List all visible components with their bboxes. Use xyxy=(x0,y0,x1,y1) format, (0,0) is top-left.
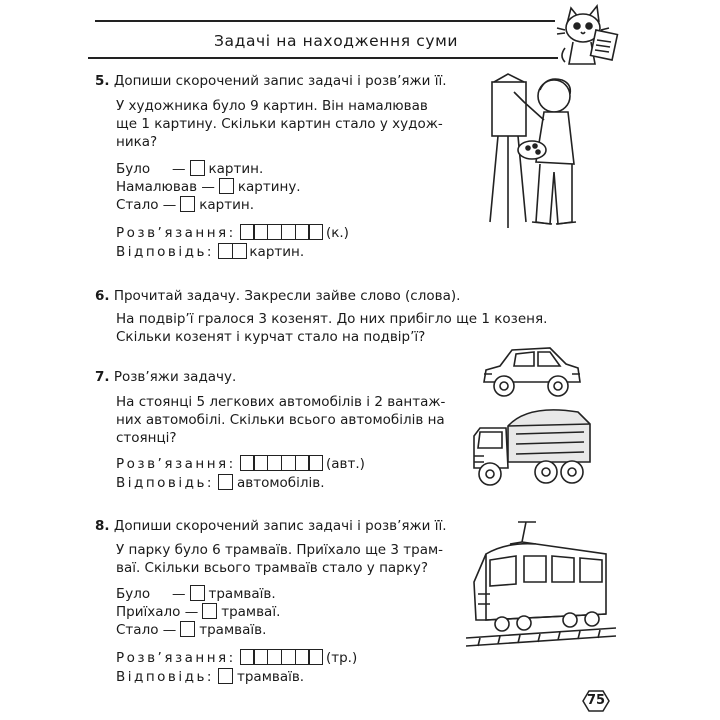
page-title: Задачі на находження суми xyxy=(214,32,459,50)
task5-text xyxy=(95,72,447,90)
task5-drew-row: Намалював — картину. xyxy=(116,179,301,195)
task6-line1: На подвір’ї гралося 3 козенят. До них прибігло ще 1 козеня. xyxy=(116,311,548,327)
task5-was-row: Було — картин. xyxy=(116,161,264,177)
task6-number: 6. xyxy=(95,288,110,304)
header-top-line xyxy=(95,20,555,22)
task7-number: 7. xyxy=(95,369,110,385)
task7-text xyxy=(95,368,236,386)
task6-text xyxy=(95,287,460,305)
task8-number: 8. xyxy=(95,518,110,534)
task7-answer-input[interactable] xyxy=(218,474,233,490)
task8-was-row: Було — трамваїв. xyxy=(116,586,276,602)
task5-solution-row: Розв’язання: (к.) xyxy=(116,224,349,245)
task5-line3: ника? xyxy=(116,134,158,150)
task8-answer-input[interactable] xyxy=(218,668,233,684)
task5-answer-cells[interactable] xyxy=(218,243,245,264)
truck-illustration xyxy=(468,406,598,492)
task8-came-input[interactable] xyxy=(202,603,217,619)
task8-became-input[interactable] xyxy=(180,621,195,637)
task8-solution-row: Розв’язання: (тр.) xyxy=(116,649,357,670)
task8-text xyxy=(95,517,447,535)
task5-solution-cells[interactable] xyxy=(240,224,322,245)
task5-number: 5. xyxy=(95,73,110,89)
task8-line2: ваї. Скільки всього трамваїв стало у парку? xyxy=(116,560,429,576)
task5-became-row: Стало — картин. xyxy=(116,197,255,213)
task5-answer-row: Відповідь: картин. xyxy=(116,243,304,264)
task5-instruction: Допиши скорочений запис задачі і розв’яжи її. xyxy=(113,73,447,89)
header-bottom-line xyxy=(88,57,558,59)
task7-instruction: Розв’яжи задачу. xyxy=(113,369,237,385)
task5-line2: ще 1 картину. Скільки картин стало у худож- xyxy=(116,116,443,132)
task8-line1: У парку було 6 трамваїв. Приїхало ще 3 трам- xyxy=(116,542,444,558)
tram-illustration xyxy=(466,520,616,650)
task8-answer-row: Відповідь: трамваїв. xyxy=(116,669,305,685)
task7-solution-cells[interactable] xyxy=(240,455,322,476)
task7-solution-row: Розв’язання: (авт.) xyxy=(116,455,365,476)
car-illustration xyxy=(478,344,584,402)
task5-became-input[interactable] xyxy=(180,196,195,212)
task7-line2: них автомобілі. Скільки всього автомобілів на xyxy=(116,412,445,428)
task8-came-row: Приїхало — трамваї. xyxy=(116,604,281,620)
task5-was-input[interactable] xyxy=(190,160,205,176)
task6-line2: Скільки козенят і курчат стало на подвір’ї? xyxy=(116,329,426,345)
artist-illustration xyxy=(488,72,608,242)
page-number: 75 xyxy=(587,693,606,708)
page-number-badge xyxy=(579,689,613,713)
task8-instruction: Допиши скорочений запис задачі і розв’яжи її. xyxy=(113,518,447,534)
task7-answer-row: Відповідь: автомобілів. xyxy=(116,475,325,491)
task8-solution-cells[interactable] xyxy=(240,649,322,670)
task7-line1: На стоянці 5 легкових автомобілів і 2 вантаж- xyxy=(116,394,446,410)
task7-line3: стоянці? xyxy=(116,430,177,446)
task5-drew-input[interactable] xyxy=(219,178,234,194)
task5-line1: У художника було 9 картин. Він намалював xyxy=(116,98,428,114)
task6-instruction: Прочитай задачу. Закресли зайве слово (слова). xyxy=(113,288,461,304)
task8-was-input[interactable] xyxy=(190,585,205,601)
cat-mascot-illustration xyxy=(555,2,625,70)
task8-became-row: Стало — трамваїв. xyxy=(116,622,267,638)
